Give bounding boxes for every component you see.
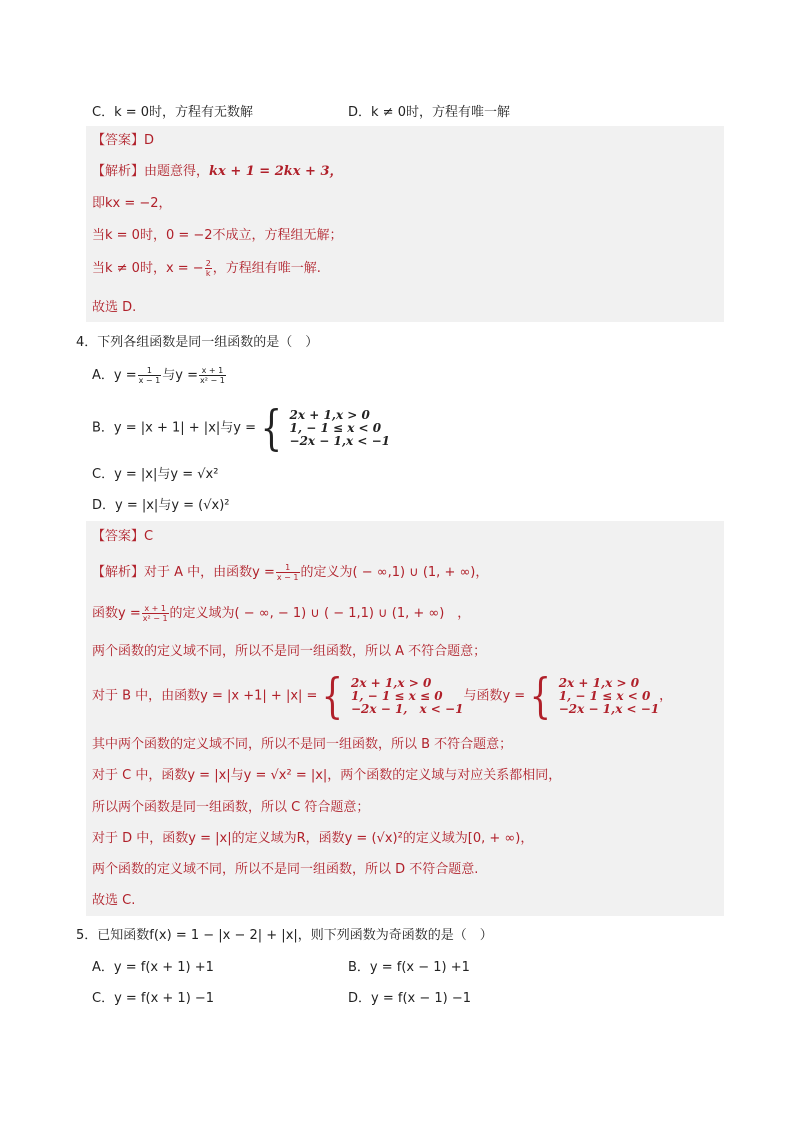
s4-cases-2: 2x + 1,x > 0 1, − 1 ≤ x < 0 −2x − 1,x < −1 — [558, 675, 660, 716]
s3-l1-math: kx + 1 = 2kx + 3， — [209, 164, 343, 179]
q4-stem: 4．下列各组函数是同一组函数的是（ ） — [76, 335, 319, 350]
s3-l4-fraction: $\frac{2}{k}$ — [205, 259, 211, 278]
q4-b-cases: 2x + 1,x > 0 1, − 1 ≤ x < 0 −2x − 1,x < −1 — [289, 407, 390, 448]
s3-l4-post: ，方程组有唯一解. — [212, 261, 321, 276]
s4-line-5: 其中两个函数的定义域不同，所以不是同一组函数，所以 B 不符合题意； — [92, 737, 513, 752]
q4-option-c: C．y = |x|与y = √x² — [92, 467, 219, 482]
q5-option-d: D．y = f(x − 1) −1 — [348, 991, 471, 1006]
q3-option-c: C．k = 0时，方程有无数解 — [92, 105, 254, 120]
q5-option-a: A．y = f(x + 1) +1 — [92, 960, 214, 975]
q5-stem: 5．已知函数f(x) = 1 − |x − 2| + |x|，则下列函数为奇函数的是（ ） — [76, 928, 493, 943]
q4-option-a: A．y = $\frac{1}{x - 1}$ 与y = $\frac{x + 1}{\text{x² − 1}}$ — [92, 366, 225, 385]
q4-option-d: D．y = |x|与y = (√x)² — [92, 498, 230, 513]
s4-line-10: 故选 C. — [92, 893, 136, 908]
s3-line-2: 即kx = −2， — [92, 196, 172, 211]
s3-analysis-tag: 【解析】 — [92, 164, 145, 179]
s3-line-4 — [92, 259, 321, 279]
q5-option-b: B．y = f(x − 1) +1 — [348, 960, 470, 975]
solution-3-box — [86, 126, 724, 322]
q4-option-b: B．y = |x + 1| + |x|与y = { 2x + 1,x > 0 1, − 1 ≤ x < 0 −2x − 1,x < −1 — [92, 400, 390, 456]
s3-line-1 — [92, 162, 343, 182]
s3-line-3: 当k = 0时，0 = −2不成立，方程组无解； — [92, 228, 343, 243]
s4-line-8: 对于 D 中，函数y = |x|的定义域为R，函数y = (√x)²的定义域为[0, + ∞)， — [92, 831, 534, 846]
s3-line-5: 故选 D. — [92, 300, 137, 315]
s4-cases-1: 2x + 1,x > 0 1, − 1 ≤ x ≤ 0 −2x − 1, x < −1 — [350, 675, 464, 716]
q5-option-c: C．y = f(x + 1) −1 — [92, 991, 215, 1006]
s4-line-2: 函数y = $\frac{x + 1}{\text{x² − 1}}$ 的定义域为( − ∞, − 1) ∪ ( − 1,1) ∪ (1, + ∞) ， — [92, 604, 471, 623]
s3-l4-pre: 当k ≠ 0时，x = − — [92, 261, 204, 276]
s4-line-4: 对于 B 中，由函数y = |x +1| + |x| = { 2x + 1,x > 0 1, − 1 ≤ x ≤ 0 −2x − 1, x < −1 与函数y = { 2x + 1,x > 0 1, − 1 ≤ x < 0 −2x − 1,x < −1 ， — [92, 668, 673, 724]
s4-line-7: 所以两个函数是同一组函数，所以 C 符合题意； — [92, 800, 370, 815]
s4-line-1: 【解析】对于 A 中，由函数y = $\frac{1}{x - 1}$ 的定义为( − ∞,1) ∪ (1, + ∞)， — [92, 563, 489, 582]
q3-option-d: D．k ≠ 0时，方程有唯一解 — [348, 105, 510, 120]
s3-l1-text: 由题意得， — [144, 164, 210, 179]
s3-answer: 【答案】D — [92, 133, 155, 148]
s4-line-6: 对于 C 中，函数y = |x|与y = √x² = |x|，两个函数的定义域与对应关系都相同， — [92, 768, 562, 783]
s4-answer: 【答案】C — [92, 529, 154, 544]
s4-line-9: 两个函数的定义域不同，所以不是同一组函数，所以 D 不符合题意. — [92, 862, 479, 877]
s4-line-3: 两个函数的定义域不同，所以不是同一组函数，所以 A 不符合题意； — [92, 644, 487, 659]
